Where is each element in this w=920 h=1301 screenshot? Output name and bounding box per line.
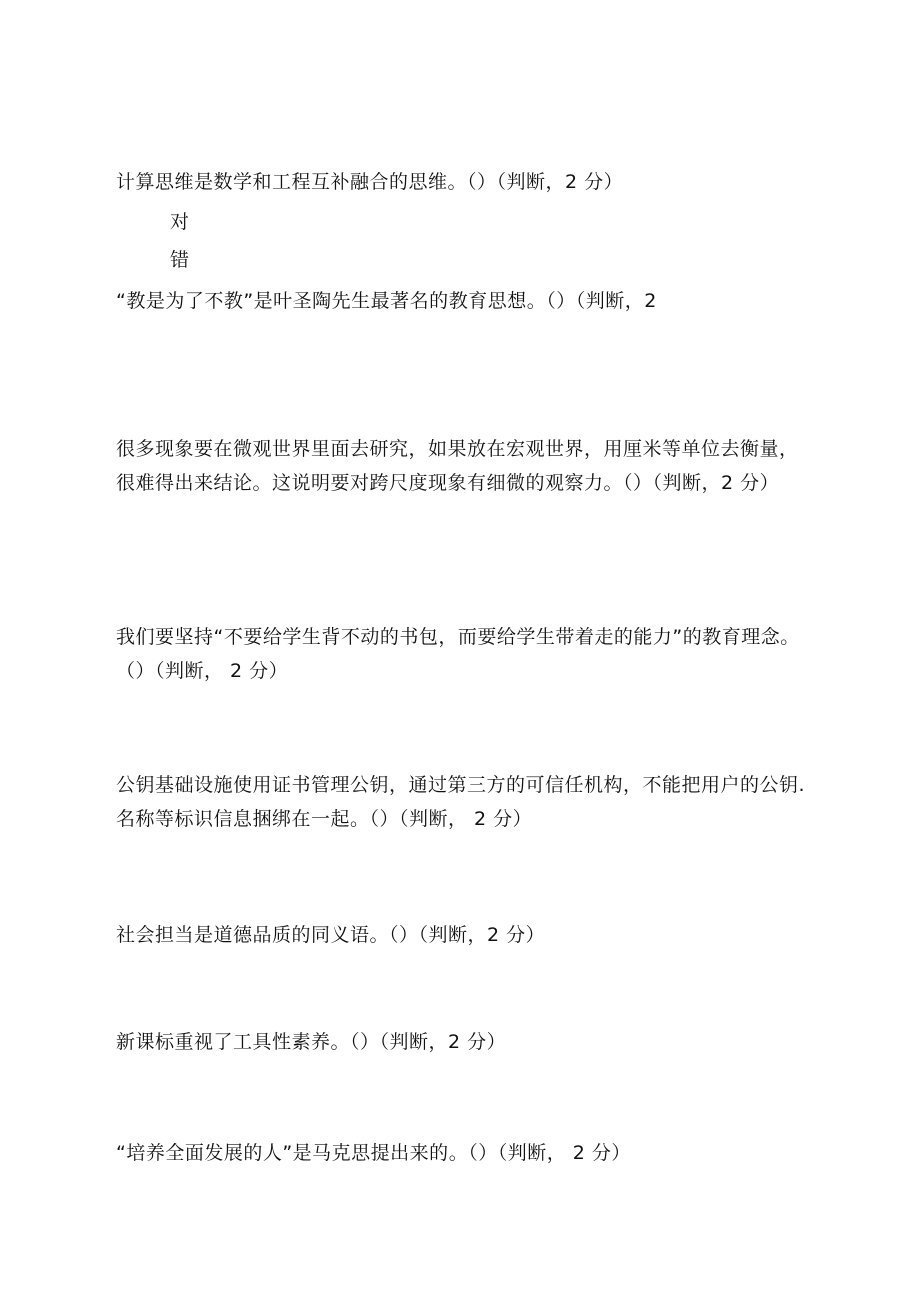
question-1: 计算思维是数学和工程互补融合的思维。（）（判断，2 分） — [116, 171, 624, 193]
question-7: 新课标重视了工具性素养。（）（判断，2 分） — [116, 1031, 507, 1053]
question-3: 很多现象要在微观世界里面去研究，如果放在宏观世界，用厘米等单位去衡量，很难得出来结论。这说明要对跨尺度现象有细微的观察力。（）（判断，2 分） — [116, 438, 799, 494]
question-4: 我们要坚持“不要给学生背不动的书包，而要给学生带着走的能力”的教育理念。（）（判断， 2 分） — [116, 626, 800, 682]
option-false[interactable]: 错 — [170, 249, 190, 271]
option-true[interactable]: 对 — [170, 211, 190, 233]
question-8: “培养全面发展的人”是马克思提出来的。（）（判断， 2 分） — [116, 1142, 631, 1164]
question-2: “教是为了不教”是叶圣陶先生最著名的教育思想。（）（判断，2 — [116, 290, 657, 312]
question-6: 社会担当是道德品质的同义语。（）（判断，2 分） — [116, 924, 546, 946]
question-5: 公钥基础设施使用证书管理公钥，通过第三方的可信任机构，不能把用户的公钥. 名称等标识信息捆绑在一起。（）（判断， 2 分） — [116, 774, 806, 830]
